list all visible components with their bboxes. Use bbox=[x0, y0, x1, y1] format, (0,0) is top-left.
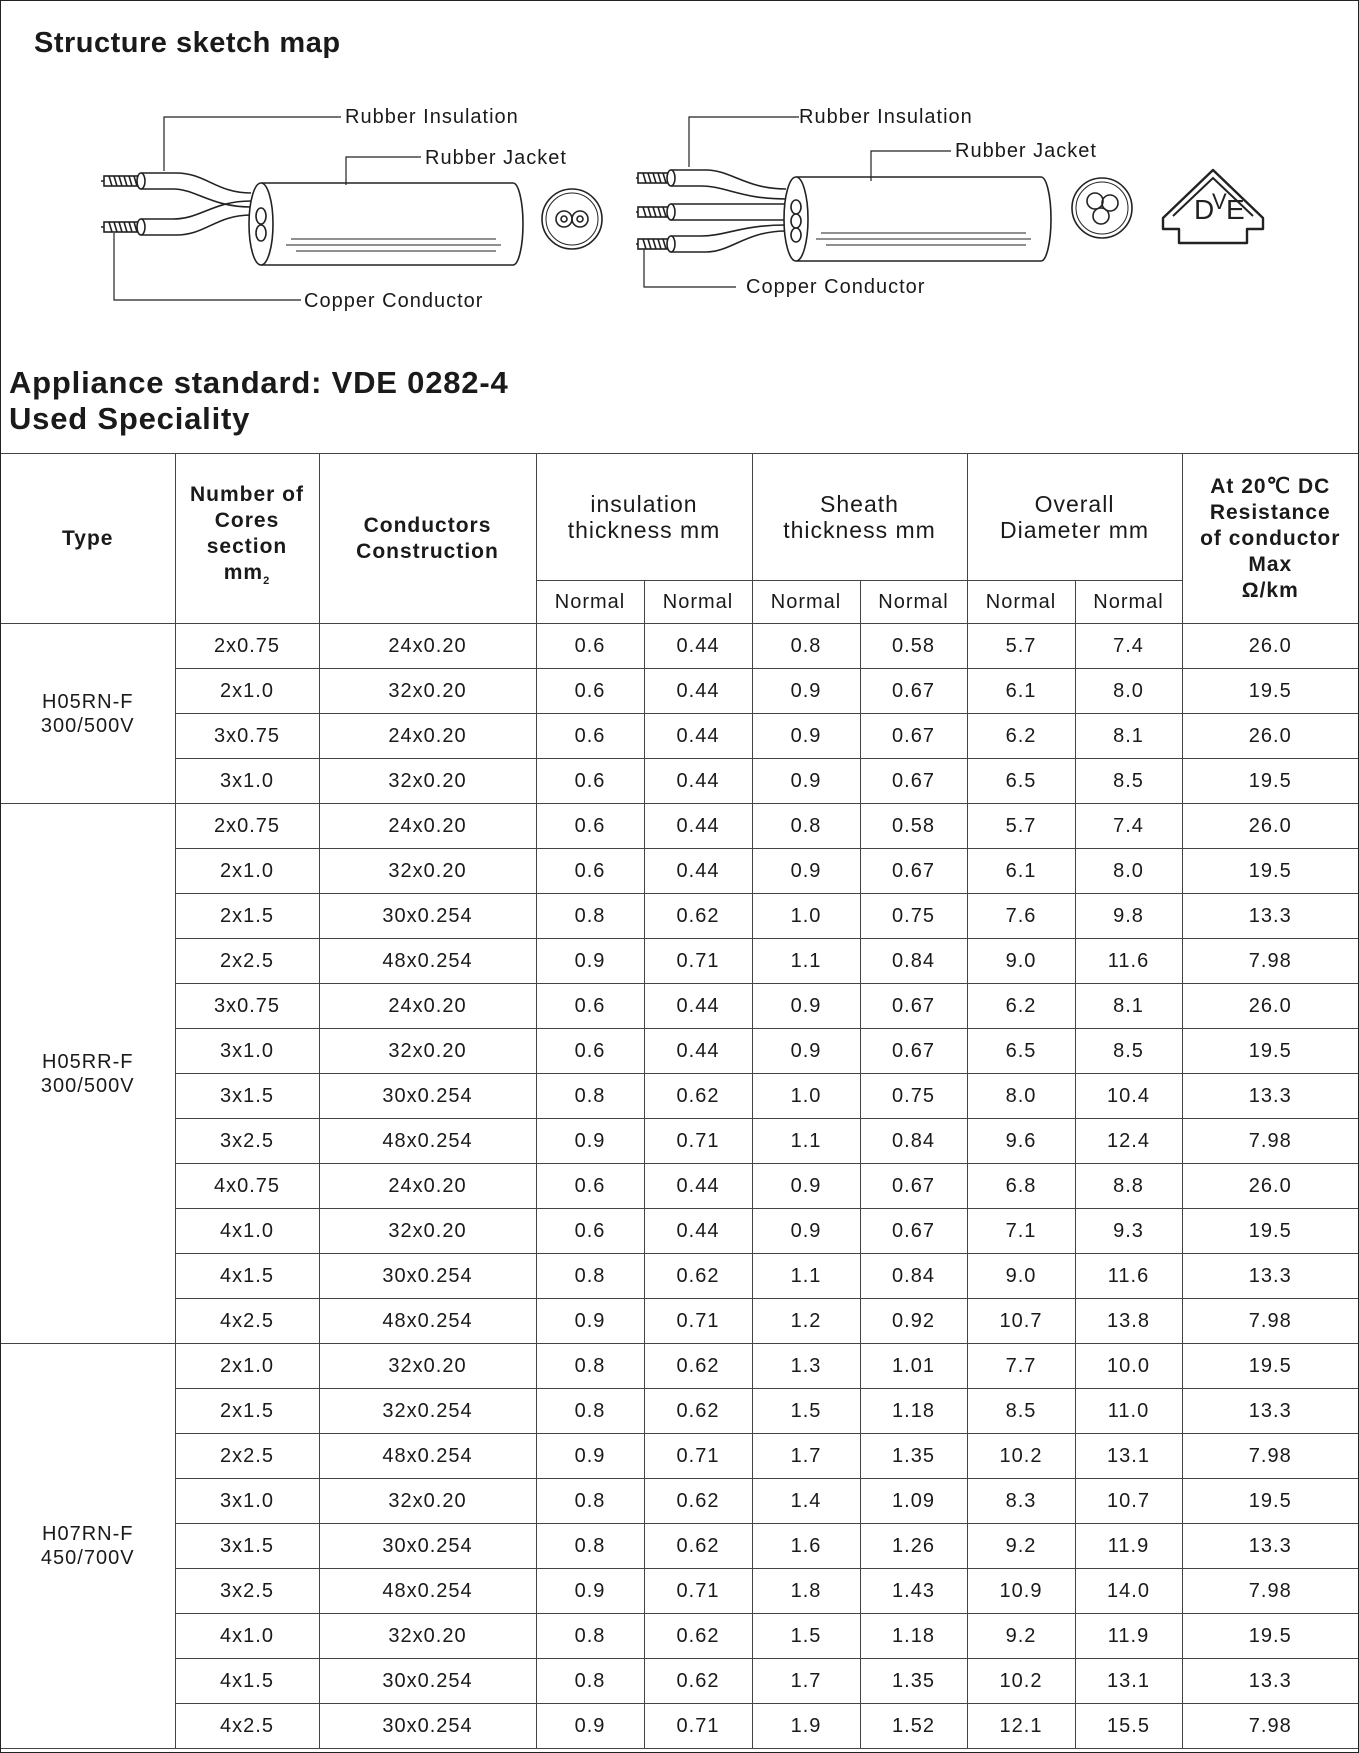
left-jacket-label: Rubber Jacket bbox=[425, 147, 567, 169]
table-cell: 26.0 bbox=[1182, 984, 1358, 1029]
table-cell: 48x0.254 bbox=[319, 939, 536, 984]
section-title: Structure sketch map bbox=[34, 27, 341, 59]
table-cell: 13.3 bbox=[1182, 1254, 1358, 1299]
table-cell: 1.5 bbox=[752, 1614, 860, 1659]
table-cell: 24x0.20 bbox=[319, 984, 536, 1029]
right-conductor-label: Copper Conductor bbox=[746, 276, 926, 298]
table-cell: 0.62 bbox=[644, 1524, 752, 1569]
table-cell: 0.9 bbox=[752, 984, 860, 1029]
table-cell: 13.3 bbox=[1182, 1389, 1358, 1434]
table-cell: 0.9 bbox=[536, 1704, 644, 1749]
table-cell: 0.67 bbox=[860, 669, 967, 714]
table-cell: 4x1.5 bbox=[175, 1254, 319, 1299]
table-cell: 3x1.0 bbox=[175, 1029, 319, 1074]
subheader-normal: Normal bbox=[644, 581, 752, 624]
table-cell: 6.1 bbox=[967, 849, 1075, 894]
table-cell: 1.3 bbox=[752, 1344, 860, 1389]
header-conductors: Conductors Construction bbox=[319, 454, 536, 624]
table-cell: 8.5 bbox=[1075, 1029, 1182, 1074]
table-row bbox=[1, 1029, 1358, 1074]
table-cell: 48x0.254 bbox=[319, 1569, 536, 1614]
table-cell: 0.62 bbox=[644, 1074, 752, 1119]
table-cell: 4x2.5 bbox=[175, 1299, 319, 1344]
standard-block bbox=[9, 365, 509, 437]
table-cell: 3x1.5 bbox=[175, 1074, 319, 1119]
table-cell: 5.7 bbox=[967, 804, 1075, 849]
table-cell: 0.8 bbox=[536, 1389, 644, 1434]
table-row bbox=[1, 984, 1358, 1029]
table-cell: 7.98 bbox=[1182, 1434, 1358, 1479]
table-cell: 0.71 bbox=[644, 1119, 752, 1164]
table-cell: 0.62 bbox=[644, 1479, 752, 1524]
table-cell: 0.6 bbox=[536, 1164, 644, 1209]
table-cell: 10.2 bbox=[967, 1659, 1075, 1704]
table-cell: 32x0.20 bbox=[319, 1344, 536, 1389]
cable-type-cell bbox=[1, 624, 175, 804]
table-cell: 10.7 bbox=[1075, 1479, 1182, 1524]
table-cell: 13.1 bbox=[1075, 1434, 1182, 1479]
header-diameter: Overall Diameter mm bbox=[967, 454, 1182, 581]
table-cell: 24x0.20 bbox=[319, 624, 536, 669]
table-cell: 0.92 bbox=[860, 1299, 967, 1344]
spec-table-body bbox=[1, 624, 1358, 1749]
table-cell: 0.44 bbox=[644, 669, 752, 714]
table-cell: 0.84 bbox=[860, 1119, 967, 1164]
cable-type-line: H05RN-F bbox=[42, 690, 134, 713]
table-cell: 32x0.20 bbox=[319, 759, 536, 804]
table-cell: 7.98 bbox=[1182, 1299, 1358, 1344]
table-cell: 7.98 bbox=[1182, 1569, 1358, 1614]
table-cell: 8.3 bbox=[967, 1479, 1075, 1524]
table-cell: 0.8 bbox=[536, 1074, 644, 1119]
table-cell: 0.8 bbox=[536, 1479, 644, 1524]
table-cell: 1.18 bbox=[860, 1389, 967, 1434]
table-cell: 32x0.254 bbox=[319, 1389, 536, 1434]
table-cell: 13.3 bbox=[1182, 1074, 1358, 1119]
table-cell: 30x0.254 bbox=[319, 1659, 536, 1704]
table-cell: 13.3 bbox=[1182, 1659, 1358, 1704]
table-cell: 1.4 bbox=[752, 1479, 860, 1524]
table-cell: 8.1 bbox=[1075, 714, 1182, 759]
table-cell: 0.8 bbox=[536, 1614, 644, 1659]
table-cell: 5.7 bbox=[967, 624, 1075, 669]
table-cell: 0.71 bbox=[644, 1704, 752, 1749]
left-conductor-label: Copper Conductor bbox=[304, 290, 484, 312]
table-cell: 9.8 bbox=[1075, 894, 1182, 939]
table-cell: 13.8 bbox=[1075, 1299, 1182, 1344]
two-core-cable-icon bbox=[101, 117, 602, 300]
table-cell: 32x0.20 bbox=[319, 849, 536, 894]
table-cell: 0.44 bbox=[644, 1209, 752, 1254]
table-cell: 7.4 bbox=[1075, 624, 1182, 669]
table-cell: 1.0 bbox=[752, 1074, 860, 1119]
table-cell: 0.62 bbox=[644, 1344, 752, 1389]
table-row bbox=[1, 849, 1358, 894]
table-cell: 4x0.75 bbox=[175, 1164, 319, 1209]
table-cell: 0.9 bbox=[536, 1569, 644, 1614]
table-cell: 26.0 bbox=[1182, 1164, 1358, 1209]
table-cell: 0.9 bbox=[752, 849, 860, 894]
table-cell: 48x0.254 bbox=[319, 1119, 536, 1164]
table-cell: 9.3 bbox=[1075, 1209, 1182, 1254]
subheader-normal: Normal bbox=[536, 581, 644, 624]
header-insulation: insulation thickness mm bbox=[536, 454, 752, 581]
table-cell: 0.62 bbox=[644, 1254, 752, 1299]
table-cell: 3x2.5 bbox=[175, 1119, 319, 1164]
table-cell: 0.67 bbox=[860, 849, 967, 894]
table-cell: 3x1.0 bbox=[175, 759, 319, 804]
table-cell: 1.52 bbox=[860, 1704, 967, 1749]
table-cell: 2x0.75 bbox=[175, 804, 319, 849]
table-cell: 0.62 bbox=[644, 1659, 752, 1704]
table-cell: 7.4 bbox=[1075, 804, 1182, 849]
table-cell: 1.26 bbox=[860, 1524, 967, 1569]
table-cell: 9.2 bbox=[967, 1524, 1075, 1569]
table-cell: 19.5 bbox=[1182, 1614, 1358, 1659]
svg-text:D: D bbox=[1194, 194, 1215, 225]
table-cell: 0.6 bbox=[536, 624, 644, 669]
table-cell: 3x2.5 bbox=[175, 1569, 319, 1614]
table-row bbox=[1, 1659, 1358, 1704]
table-cell: 0.58 bbox=[860, 804, 967, 849]
table-cell: 0.44 bbox=[644, 849, 752, 894]
table-row bbox=[1, 1479, 1358, 1524]
table-row bbox=[1, 1164, 1358, 1209]
table-cell: 0.9 bbox=[752, 1209, 860, 1254]
table-row bbox=[1, 1614, 1358, 1659]
table-cell: 8.0 bbox=[1075, 849, 1182, 894]
table-cell: 0.44 bbox=[644, 714, 752, 759]
table-cell: 11.6 bbox=[1075, 939, 1182, 984]
table-cell: 0.8 bbox=[536, 894, 644, 939]
table-cell: 13.3 bbox=[1182, 1524, 1358, 1569]
table-cell: 2x0.75 bbox=[175, 624, 319, 669]
table-cell: 32x0.20 bbox=[319, 1209, 536, 1254]
table-cell: 3x1.0 bbox=[175, 1479, 319, 1524]
table-cell: 0.9 bbox=[536, 1119, 644, 1164]
table-cell: 48x0.254 bbox=[319, 1434, 536, 1479]
table-cell: 1.18 bbox=[860, 1614, 967, 1659]
table-cell: 1.2 bbox=[752, 1299, 860, 1344]
table-cell: 7.6 bbox=[967, 894, 1075, 939]
table-cell: 4x1.5 bbox=[175, 1659, 319, 1704]
table-cell: 2x1.5 bbox=[175, 1389, 319, 1434]
table-cell: 2x1.0 bbox=[175, 849, 319, 894]
spec-table bbox=[1, 453, 1358, 1749]
subheader-normal: Normal bbox=[752, 581, 860, 624]
table-cell: 7.98 bbox=[1182, 1704, 1358, 1749]
table-cell: 8.5 bbox=[1075, 759, 1182, 804]
table-row bbox=[1, 1209, 1358, 1254]
table-row bbox=[1, 804, 1358, 849]
table-row bbox=[1, 714, 1358, 759]
table-row bbox=[1, 624, 1358, 669]
table-row bbox=[1, 939, 1358, 984]
table-cell: 26.0 bbox=[1182, 804, 1358, 849]
table-cell: 11.9 bbox=[1075, 1524, 1182, 1569]
cable-type-line: 300/500V bbox=[40, 714, 135, 737]
table-row bbox=[1, 1254, 1358, 1299]
table-cell: 19.5 bbox=[1182, 1344, 1358, 1389]
table-row bbox=[1, 669, 1358, 714]
table-cell: 0.44 bbox=[644, 624, 752, 669]
table-cell: 1.35 bbox=[860, 1434, 967, 1479]
appliance-standard: Appliance standard: VDE 0282-4 bbox=[9, 365, 509, 400]
table-cell: 11.0 bbox=[1075, 1389, 1182, 1434]
table-cell: 11.9 bbox=[1075, 1614, 1182, 1659]
table-cell: 7.98 bbox=[1182, 939, 1358, 984]
table-cell: 11.6 bbox=[1075, 1254, 1182, 1299]
table-cell: 0.6 bbox=[536, 669, 644, 714]
table-cell: 32x0.20 bbox=[319, 1614, 536, 1659]
table-cell: 0.67 bbox=[860, 984, 967, 1029]
table-cell: 0.6 bbox=[536, 714, 644, 759]
table-row bbox=[1, 1299, 1358, 1344]
table-cell: 0.58 bbox=[860, 624, 967, 669]
table-cell: 0.44 bbox=[644, 759, 752, 804]
table-cell: 0.62 bbox=[644, 894, 752, 939]
subheader-normal: Normal bbox=[1075, 581, 1182, 624]
table-cell: 0.71 bbox=[644, 1569, 752, 1614]
table-cell: 30x0.254 bbox=[319, 894, 536, 939]
table-cell: 0.44 bbox=[644, 984, 752, 1029]
table-cell: 0.9 bbox=[752, 1164, 860, 1209]
table-cell: 30x0.254 bbox=[319, 1704, 536, 1749]
table-cell: 6.5 bbox=[967, 1029, 1075, 1074]
table-cell: 0.6 bbox=[536, 804, 644, 849]
table-cell: 0.67 bbox=[860, 1164, 967, 1209]
table-cell: 10.7 bbox=[967, 1299, 1075, 1344]
table-cell: 0.44 bbox=[644, 804, 752, 849]
table-cell: 10.0 bbox=[1075, 1344, 1182, 1389]
table-cell: 9.6 bbox=[967, 1119, 1075, 1164]
table-cell: 1.8 bbox=[752, 1569, 860, 1614]
table-row bbox=[1, 1119, 1358, 1164]
table-cell: 30x0.254 bbox=[319, 1074, 536, 1119]
table-cell: 12.1 bbox=[967, 1704, 1075, 1749]
table-cell: 6.1 bbox=[967, 669, 1075, 714]
table-cell: 6.2 bbox=[967, 984, 1075, 1029]
header-cores: Number of Cores section $mm_2$ bbox=[175, 454, 319, 624]
table-cell: 6.2 bbox=[967, 714, 1075, 759]
table-cell: 1.1 bbox=[752, 939, 860, 984]
table-cell: 8.0 bbox=[1075, 669, 1182, 714]
table-row bbox=[1, 1074, 1358, 1119]
table-cell: 30x0.254 bbox=[319, 1524, 536, 1569]
table-cell: 0.84 bbox=[860, 939, 967, 984]
table-row bbox=[1, 894, 1358, 939]
table-cell: 2x1.5 bbox=[175, 894, 319, 939]
table-cell: 0.9 bbox=[536, 1299, 644, 1344]
table-row bbox=[1, 1524, 1358, 1569]
used-speciality: Used Speciality bbox=[9, 401, 251, 436]
table-cell: 13.1 bbox=[1075, 1659, 1182, 1704]
cable-diagram-icon bbox=[1, 81, 1359, 341]
table-cell: 0.9 bbox=[752, 714, 860, 759]
header-type: Type bbox=[1, 454, 175, 624]
table-cell: 6.5 bbox=[967, 759, 1075, 804]
table-cell: 8.0 bbox=[967, 1074, 1075, 1119]
table-cell: 9.2 bbox=[967, 1614, 1075, 1659]
table-cell: 0.9 bbox=[752, 759, 860, 804]
cable-type-line: H07RN-F bbox=[42, 1523, 134, 1545]
table-cell: 0.62 bbox=[644, 1389, 752, 1434]
table-cell: 0.75 bbox=[860, 1074, 967, 1119]
table-cell: 0.71 bbox=[644, 939, 752, 984]
table-cell: 7.1 bbox=[967, 1209, 1075, 1254]
table-cell: 4x1.0 bbox=[175, 1614, 319, 1659]
table-cell: 19.5 bbox=[1182, 1029, 1358, 1074]
table-cell: 0.9 bbox=[536, 939, 644, 984]
structure-sketch bbox=[1, 81, 1359, 341]
table-cell: 0.6 bbox=[536, 759, 644, 804]
table-cell: 0.67 bbox=[860, 759, 967, 804]
table-cell: 0.8 bbox=[536, 1344, 644, 1389]
table-cell: 0.9 bbox=[536, 1434, 644, 1479]
table-cell: 48x0.254 bbox=[319, 1299, 536, 1344]
table-cell: 0.44 bbox=[644, 1029, 752, 1074]
cable-type-line: 300/500V bbox=[40, 1074, 135, 1097]
svg-text:E: E bbox=[1226, 194, 1245, 225]
table-cell: 0.6 bbox=[536, 849, 644, 894]
table-cell: 7.98 bbox=[1182, 1119, 1358, 1164]
table-cell: 10.9 bbox=[967, 1569, 1075, 1614]
cable-type-line: H05RR-F bbox=[42, 1050, 134, 1073]
table-cell: 4x1.0 bbox=[175, 1209, 319, 1254]
table-cell: 2x1.0 bbox=[175, 1344, 319, 1389]
table-cell: 1.6 bbox=[752, 1524, 860, 1569]
table-cell: 0.44 bbox=[644, 1164, 752, 1209]
table-cell: 1.0 bbox=[752, 894, 860, 939]
table-cell: 2x1.0 bbox=[175, 669, 319, 714]
table-cell: 19.5 bbox=[1182, 1479, 1358, 1524]
table-cell: 19.5 bbox=[1182, 1209, 1358, 1254]
table-cell: 3x1.5 bbox=[175, 1524, 319, 1569]
table-cell: 0.6 bbox=[536, 984, 644, 1029]
svg-text:V: V bbox=[1212, 189, 1227, 214]
table-cell: 9.0 bbox=[967, 939, 1075, 984]
right-insulation-label: Rubber Insulation bbox=[799, 106, 973, 128]
table-cell: 8.5 bbox=[967, 1389, 1075, 1434]
table-cell: 0.8 bbox=[536, 1254, 644, 1299]
table-cell: 32x0.20 bbox=[319, 1479, 536, 1524]
table-cell: 1.9 bbox=[752, 1704, 860, 1749]
table-cell: 1.1 bbox=[752, 1254, 860, 1299]
table-cell: 7.7 bbox=[967, 1344, 1075, 1389]
table-cell: 24x0.20 bbox=[319, 1164, 536, 1209]
table-cell: 0.71 bbox=[644, 1299, 752, 1344]
table-cell: 13.3 bbox=[1182, 894, 1358, 939]
header-sheath: Sheath thickness mm bbox=[752, 454, 967, 581]
table-cell: 2x2.5 bbox=[175, 1434, 319, 1479]
table-cell: 12.4 bbox=[1075, 1119, 1182, 1164]
left-insulation-label: Rubber Insulation bbox=[345, 106, 519, 128]
table-cell: 24x0.20 bbox=[319, 804, 536, 849]
table-cell: 0.67 bbox=[860, 1209, 967, 1254]
table-cell: 1.43 bbox=[860, 1569, 967, 1614]
cable-type-cell bbox=[1, 804, 175, 1344]
table-row bbox=[1, 1704, 1358, 1749]
table-cell: 0.71 bbox=[644, 1434, 752, 1479]
table-cell: 0.9 bbox=[752, 1029, 860, 1074]
table-cell: 0.67 bbox=[860, 714, 967, 759]
table-cell: 0.9 bbox=[752, 669, 860, 714]
table-cell: 19.5 bbox=[1182, 849, 1358, 894]
table-cell: 8.8 bbox=[1075, 1164, 1182, 1209]
table-cell: 19.5 bbox=[1182, 759, 1358, 804]
table-cell: 19.5 bbox=[1182, 669, 1358, 714]
table-cell: 1.7 bbox=[752, 1659, 860, 1704]
table-cell: 0.8 bbox=[752, 624, 860, 669]
table-cell: 30x0.254 bbox=[319, 1254, 536, 1299]
table-row bbox=[1, 1569, 1358, 1614]
right-jacket-label: Rubber Jacket bbox=[955, 140, 1097, 162]
table-cell: 4x2.5 bbox=[175, 1704, 319, 1749]
table-cell: 1.35 bbox=[860, 1659, 967, 1704]
subheader-normal: Normal bbox=[967, 581, 1075, 624]
table-cell: 10.2 bbox=[967, 1434, 1075, 1479]
table-cell: 1.1 bbox=[752, 1119, 860, 1164]
cable-type-cell bbox=[1, 1344, 175, 1749]
table-row bbox=[1, 1344, 1358, 1389]
table-row bbox=[1, 1389, 1358, 1434]
table-cell: 1.09 bbox=[860, 1479, 967, 1524]
cable-type-line: 450/700V bbox=[40, 1547, 135, 1569]
table-cell: 1.01 bbox=[860, 1344, 967, 1389]
table-row bbox=[1, 1434, 1358, 1479]
table-cell: 2x2.5 bbox=[175, 939, 319, 984]
table-cell: 32x0.20 bbox=[319, 669, 536, 714]
table-cell: 0.67 bbox=[860, 1029, 967, 1074]
table-cell: 1.5 bbox=[752, 1389, 860, 1434]
table-cell: 3x0.75 bbox=[175, 984, 319, 1029]
table-cell: 0.75 bbox=[860, 894, 967, 939]
table-cell: 0.6 bbox=[536, 1029, 644, 1074]
table-cell: 6.8 bbox=[967, 1164, 1075, 1209]
table-cell: 32x0.20 bbox=[319, 1029, 536, 1074]
table-cell: 0.8 bbox=[536, 1524, 644, 1569]
header-resistance: At 20℃ DC Resistance of conductor Max Ω/km bbox=[1182, 454, 1358, 624]
table-cell: 24x0.20 bbox=[319, 714, 536, 759]
table-cell: 0.8 bbox=[536, 1659, 644, 1704]
table-cell: 0.84 bbox=[860, 1254, 967, 1299]
table-cell: 8.1 bbox=[1075, 984, 1182, 1029]
subheader-normal: Normal bbox=[860, 581, 967, 624]
table-cell: 0.8 bbox=[752, 804, 860, 849]
table-cell: 10.4 bbox=[1075, 1074, 1182, 1119]
table-cell: 26.0 bbox=[1182, 714, 1358, 759]
table-cell: 14.0 bbox=[1075, 1569, 1182, 1614]
table-cell: 15.5 bbox=[1075, 1704, 1182, 1749]
table-row bbox=[1, 759, 1358, 804]
table-cell: 0.6 bbox=[536, 1209, 644, 1254]
table-cell: 3x0.75 bbox=[175, 714, 319, 759]
table-cell: 1.7 bbox=[752, 1434, 860, 1479]
table-cell: 26.0 bbox=[1182, 624, 1358, 669]
table-cell: 0.62 bbox=[644, 1614, 752, 1659]
table-cell: 9.0 bbox=[967, 1254, 1075, 1299]
